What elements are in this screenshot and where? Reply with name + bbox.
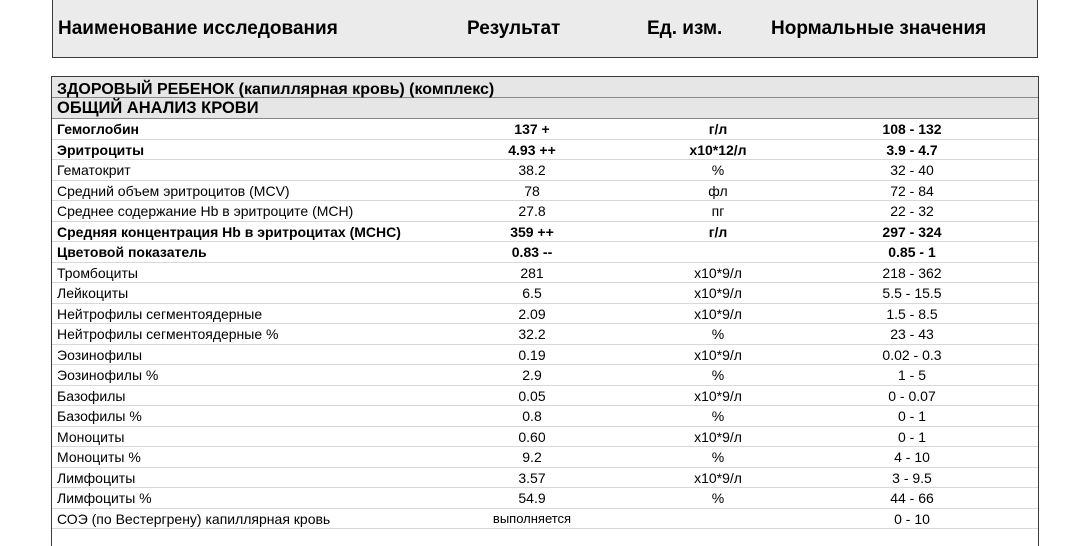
row-norm: 0 - 0.07 <box>888 387 936 404</box>
row-norm: 3.9 - 4.7 <box>886 141 938 158</box>
row-result: 54.9 <box>518 490 546 506</box>
row-unit: x10*9/л <box>694 264 742 281</box>
row-norm: 0.02 - 0.3 <box>882 346 942 363</box>
results-table <box>51 76 1039 546</box>
header-norm: Нормальные значения <box>771 18 987 39</box>
table-row <box>52 509 1038 530</box>
row-name: СОЭ (по Вестергрену) капиллярная кровь <box>57 510 331 527</box>
row-result: 9.2 <box>522 449 542 465</box>
column-header-bar <box>52 0 1038 58</box>
row-result: 0.83 -- <box>511 244 553 260</box>
row-name: Базофилы <box>57 387 126 404</box>
row-norm: 32 - 40 <box>890 162 934 178</box>
table-row <box>52 201 1038 222</box>
row-norm: 1.5 - 8.5 <box>886 305 938 322</box>
row-name: Нейтрофилы сегментоядерные % <box>57 326 279 342</box>
section-title: ОБЩИЙ АНАЛИЗ КРОВИ <box>52 98 1038 119</box>
row-unit: пг <box>711 203 725 219</box>
table-row <box>52 242 1038 263</box>
complex-title: ЗДОРОВЫЙ РЕБЕНОК (капиллярная кровь) (комплекс) <box>52 77 1038 98</box>
table-row <box>52 386 1038 407</box>
row-norm: 0 - 10 <box>894 510 930 527</box>
row-norm: 1 - 5 <box>897 367 926 383</box>
table-row <box>52 304 1038 325</box>
row-norm: 218 - 362 <box>882 264 942 281</box>
row-unit: x10*12/л <box>689 141 747 158</box>
row-name: Гемоглобин <box>57 121 140 137</box>
table-row <box>52 447 1038 468</box>
row-norm: 0 - 1 <box>897 408 926 424</box>
row-name: Базофилы % <box>57 408 142 424</box>
row-name: Тромбоциты <box>57 264 138 281</box>
row-unit: г/л <box>708 121 728 137</box>
row-norm: 0.85 - 1 <box>888 244 936 260</box>
row-result: 32.2 <box>518 326 546 342</box>
table-row <box>52 181 1038 202</box>
table-row <box>52 488 1038 509</box>
row-name: Моноциты <box>57 428 125 445</box>
row-name: Среднее содержание Hb в эритроците (MCH) <box>57 203 354 219</box>
row-norm: 72 - 84 <box>890 182 934 199</box>
header-test-name: Наименование исследования <box>58 18 338 39</box>
row-norm: 3 - 9.5 <box>892 469 932 486</box>
row-name: Лимфоциты <box>57 469 136 486</box>
row-unit: x10*9/л <box>694 387 742 404</box>
row-result: 2.09 <box>518 305 546 322</box>
row-result: 2.9 <box>522 367 542 383</box>
row-unit: фл <box>708 182 728 199</box>
table-row <box>52 427 1038 448</box>
row-result: 359 ++ <box>510 223 554 240</box>
row-name: Моноциты % <box>57 449 141 465</box>
row-result: 0.19 <box>518 346 546 363</box>
row-unit: г/л <box>708 223 728 240</box>
row-result: 6.5 <box>522 285 542 301</box>
table-row <box>52 468 1038 489</box>
row-norm: 297 - 324 <box>882 223 942 240</box>
row-unit: x10*9/л <box>694 285 742 301</box>
row-unit: % <box>711 162 725 178</box>
table-row <box>52 406 1038 427</box>
row-norm: 22 - 32 <box>890 203 934 219</box>
table-row <box>52 365 1038 386</box>
table-row <box>52 222 1038 243</box>
row-unit: % <box>711 408 725 424</box>
row-result: 0.05 <box>518 387 546 404</box>
row-unit: x10*9/л <box>694 346 742 363</box>
row-result: 4.93 ++ <box>508 141 556 158</box>
header-unit: Ед. изм. <box>647 18 723 39</box>
table-row <box>52 140 1038 161</box>
table-row <box>52 345 1038 366</box>
header-result: Результат <box>467 18 561 39</box>
row-unit: x10*9/л <box>694 428 742 445</box>
row-result: 27.8 <box>518 203 546 219</box>
table-row <box>52 283 1038 304</box>
table-row <box>52 263 1038 284</box>
row-unit: x10*9/л <box>694 469 742 486</box>
row-result: 0.8 <box>522 408 542 424</box>
row-norm: 23 - 43 <box>890 326 934 342</box>
row-norm: 5.5 - 15.5 <box>882 285 942 301</box>
row-norm: 44 - 66 <box>890 490 934 506</box>
table-row <box>52 324 1038 345</box>
row-name: Лейкоциты <box>57 285 129 301</box>
table-row <box>52 160 1038 181</box>
row-name: Эритроциты <box>57 141 145 158</box>
row-name: Эозинофилы <box>57 346 143 363</box>
row-unit: x10*9/л <box>694 305 742 322</box>
row-unit: % <box>711 449 725 465</box>
row-name: Эозинофилы % <box>57 367 159 383</box>
table-row <box>52 119 1038 140</box>
row-norm: 0 - 1 <box>897 428 926 445</box>
row-norm: 108 - 132 <box>882 121 942 137</box>
row-name: Цветовой показатель <box>57 244 207 260</box>
row-name: Лимфоциты % <box>57 490 152 506</box>
row-unit: % <box>711 367 725 383</box>
row-norm: 4 - 10 <box>894 449 930 465</box>
row-result: 281 <box>520 264 544 281</box>
row-result: 3.57 <box>518 469 546 486</box>
row-name: Гематокрит <box>57 162 131 178</box>
row-unit: % <box>711 326 725 342</box>
row-name: Нейтрофилы сегментоядерные <box>57 305 263 322</box>
row-name: Средняя концентрация Hb в эритроцитах (MCHC) <box>57 223 401 240</box>
row-result: 78 <box>524 182 540 199</box>
row-unit: % <box>711 490 725 506</box>
row-result: 137 + <box>514 121 550 137</box>
row-result: 38.2 <box>518 162 546 178</box>
row-result: выполняется <box>492 510 572 526</box>
row-result: 0.60 <box>518 428 546 445</box>
row-name: Средний объем эритроцитов (MCV) <box>57 182 290 199</box>
